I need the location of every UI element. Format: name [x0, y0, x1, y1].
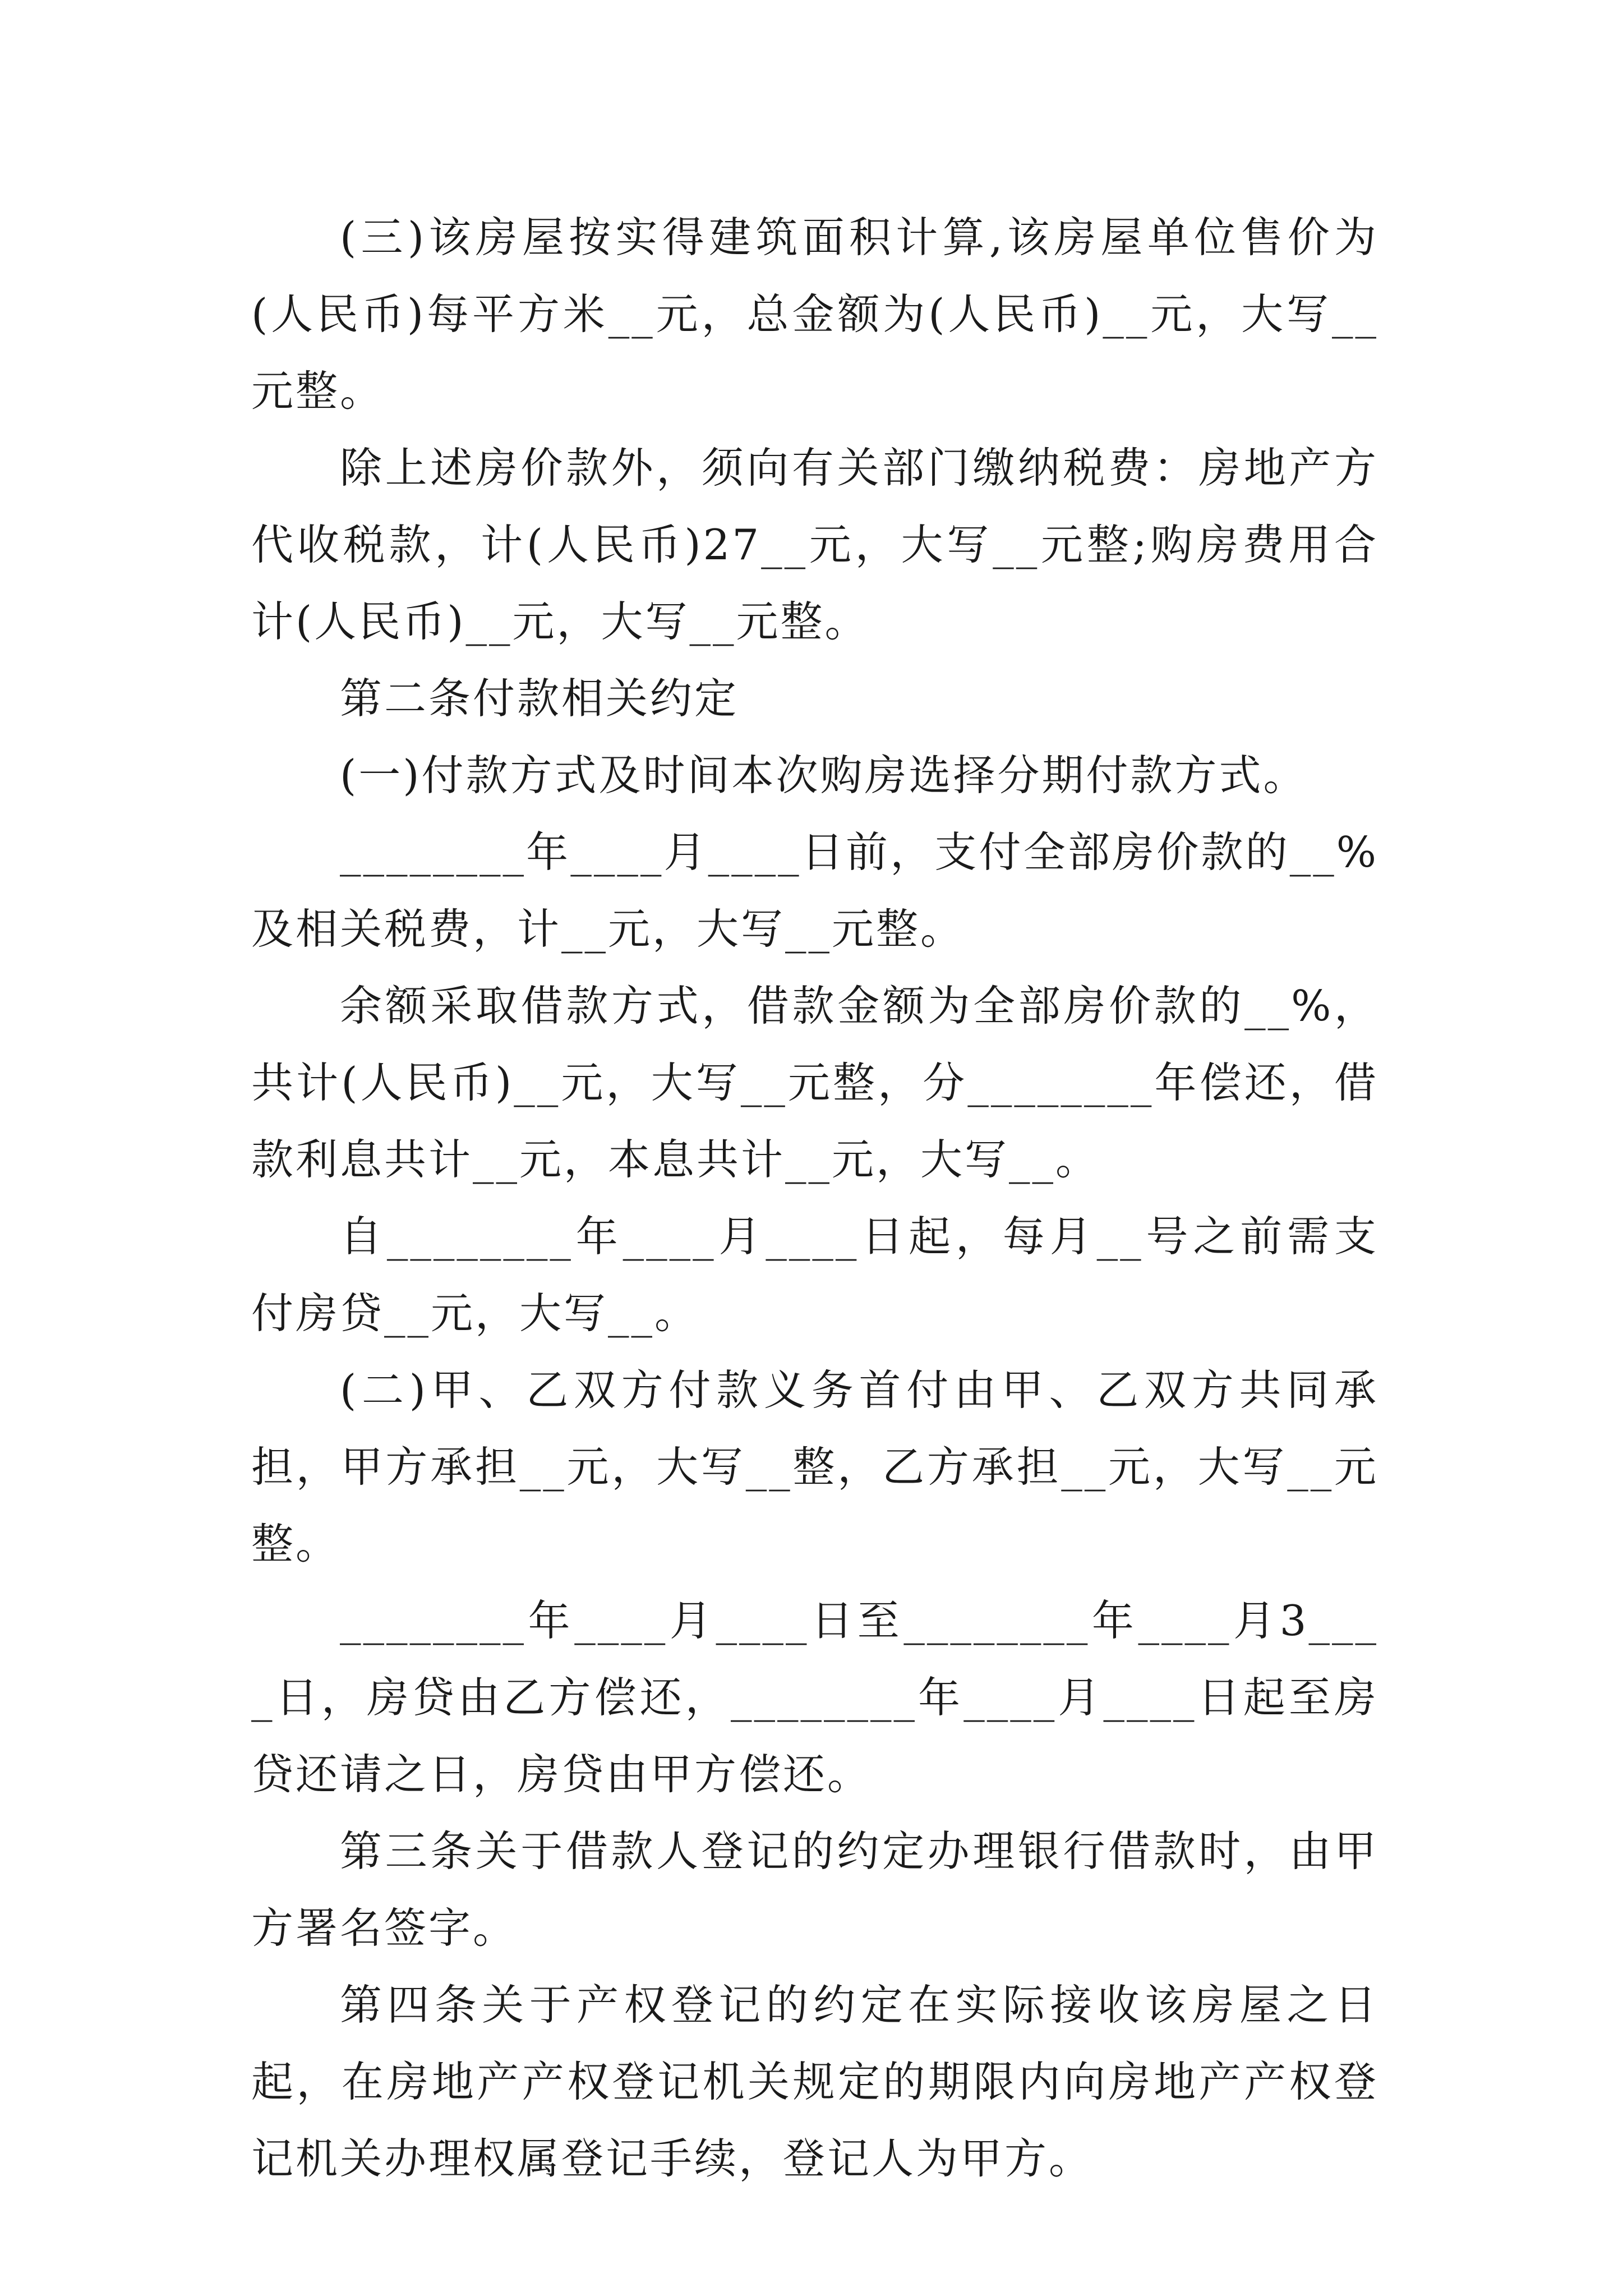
paragraph-payment-obligations: (二)甲、乙双方付款义务首付由甲、乙双方共同承担，甲方承担__元，大写__整，乙方承担__元，大写__元整。 — [251, 1365, 1378, 1568]
paragraph-loan-balance: 余额采取借款方式，借款金额为全部房价款的__%，共计(人民币)__元，大写__元整，分________年偿还，借款利息共计__元，本息共计__元，大写__。 — [251, 981, 1378, 1184]
article-4-property-registration: 第四条关于产权登记的约定在实际接收该房屋之日起，在房地产产权登记机关规定的期限内向房地产产权登记机关办理权属登记手续，登记人为甲方。 — [251, 1980, 1378, 2183]
document-body — [251, 199, 1378, 2197]
paragraph-down-payment: ________年____月____日前，支付全部房价款的__%及相关税费，计__元，大写__元整。 — [251, 827, 1378, 954]
article-2-heading: 第二条付款相关约定 — [340, 674, 739, 723]
article-3-borrower-registration: 第三条关于借款人登记的约定办理银行借款时，由甲方署名签字。 — [251, 1826, 1378, 1953]
paragraph-repayment-periods: ________年____月____日至________年____月3____日，房贷由乙方偿还，________年____月____日起至房贷还请之日，房贷由甲方偿还。 — [251, 1596, 1378, 1799]
paragraph-unit-price: (三)该房屋按实得建筑面积计算,该房屋单位售价为(人民币)每平方米__元，总金额为(人民币)__元，大写__元整。 — [251, 213, 1378, 416]
paragraph-taxes: 除上述房价款外，须向有关部门缴纳税费：房地产方代收税款，计(人民币)27__元，大写__元整;购房费用合计(人民币)__元，大写__元整。 — [251, 443, 1378, 646]
paragraph-payment-method: (一)付款方式及时间本次购房选择分期付款方式。 — [340, 751, 1308, 800]
paragraph-monthly-payment: 自________年____月____日起，每月__号之前需支付房贷__元，大写__。 — [251, 1212, 1378, 1338]
